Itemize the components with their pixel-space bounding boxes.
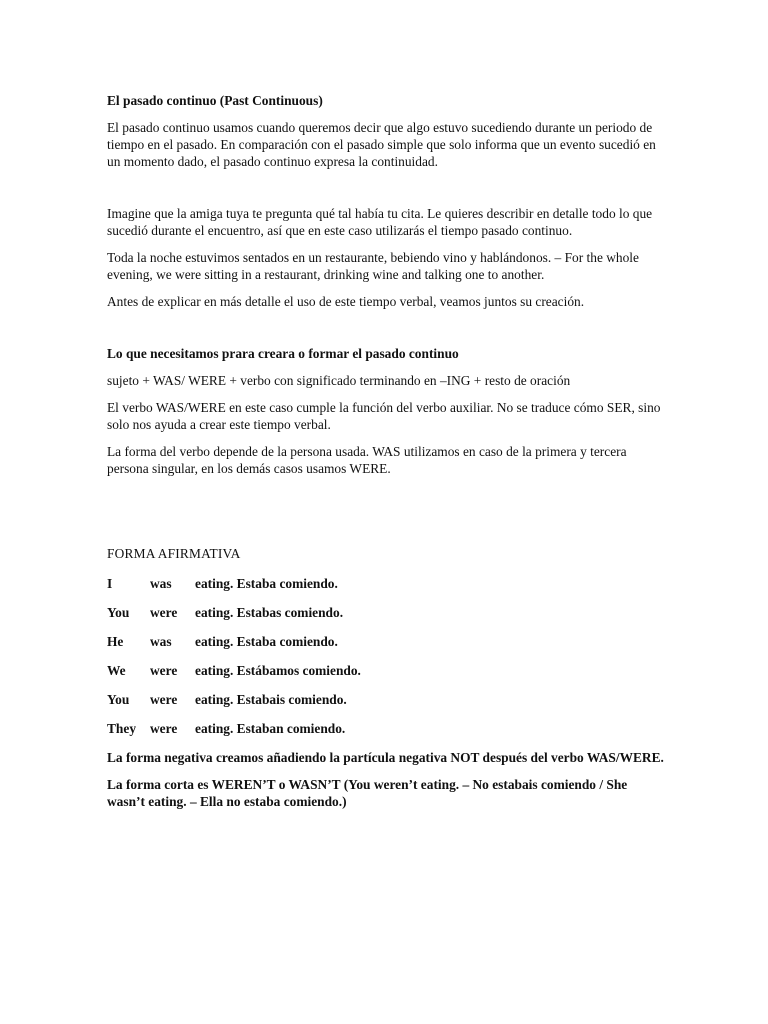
affirmative-heading: FORMA AFIRMATIVA <box>107 546 241 561</box>
spacer <box>107 180 667 205</box>
conjugation-row <box>107 662 667 679</box>
document-page <box>107 92 667 820</box>
auxiliary-verb: was <box>150 576 172 591</box>
pronoun: They <box>107 721 137 736</box>
formation-heading: Lo que necesitamos prara creara o formar el pasado continuo <box>107 346 459 361</box>
conjugation-row <box>107 575 667 592</box>
conjugation-table <box>107 575 667 737</box>
conjugation-row <box>107 604 667 621</box>
pronoun: I <box>107 576 113 591</box>
conjugation-row <box>107 720 667 737</box>
translation: eating. Estaban comiendo. <box>195 721 346 736</box>
pronoun: You <box>107 692 130 707</box>
auxiliary-verb: were <box>150 605 178 620</box>
auxiliary-verb: were <box>150 663 178 678</box>
short-form-note: La forma corta es WEREN’T o WASN’T (You weren’t eating. – No estabais comiendo / She wasn’t eating. – Ella no estaba comiendo.) <box>107 777 628 809</box>
spacer <box>107 487 667 545</box>
auxiliary-verb: was <box>150 634 172 649</box>
pronoun: He <box>107 634 124 649</box>
translation: eating. Estábamos comiendo. <box>195 663 361 678</box>
verb-form-paragraph: La forma del verbo depende de la persona usada. WAS utilizamos en caso de la primera y tercera persona singular, en los demás casos usamos WERE. <box>107 444 627 476</box>
negative-form-note: La forma negativa creamos añadiendo la partícula negativa NOT después del verbo WAS/WERE. <box>107 750 664 765</box>
translation: eating. Estabas comiendo. <box>195 605 344 620</box>
translation: eating. Estabais comiendo. <box>195 692 347 707</box>
paragraph-restaurant-example: Toda la noche estuvimos sentados en un restaurante, bebiendo vino y hablándonos. – For the whole evening, we were sitting in a restaurant, drinking wine and talking one to another. <box>107 250 639 282</box>
conjugation-row <box>107 633 667 650</box>
paragraph-date-example: Imagine que la amiga tuya te pregunta qué tal había tu cita. Le quieres describir en detalle todo lo que sucedió durante el encuentro, así que en este caso utilizarás el tiempo pasado continuo. <box>107 206 653 238</box>
paragraph-before-explaining: Antes de explicar en más detalle el uso de este tiempo verbal, veamos juntos su creación. <box>107 294 585 309</box>
formula-line: sujeto + WAS/ WERE + verbo con significado terminando en –ING + resto de oración <box>107 373 571 388</box>
pronoun: We <box>107 663 126 678</box>
document-title: El pasado continuo (Past Continuous) <box>107 93 323 108</box>
translation: eating. Estaba comiendo. <box>195 576 338 591</box>
translation: eating. Estaba comiendo. <box>195 634 338 649</box>
intro-paragraph: El pasado continuo usamos cuando queremos decir que algo estuvo sucediendo durante un periodo de tiempo en el pasado. En comparación con el pasado simple que solo informa que un evento sucedió en un momento dado, el pasado continuo expresa la continuidad. <box>107 120 656 169</box>
auxiliary-verb-paragraph: El verbo WAS/WERE en este caso cumple la función del verbo auxiliar. No se traduce cómo SER, sino solo nos ayuda a crear este tiempo verbal. <box>107 400 661 432</box>
conjugation-row <box>107 691 667 708</box>
spacer <box>107 320 667 345</box>
auxiliary-verb: were <box>150 692 178 707</box>
pronoun: You <box>107 605 130 620</box>
auxiliary-verb: were <box>150 721 178 736</box>
